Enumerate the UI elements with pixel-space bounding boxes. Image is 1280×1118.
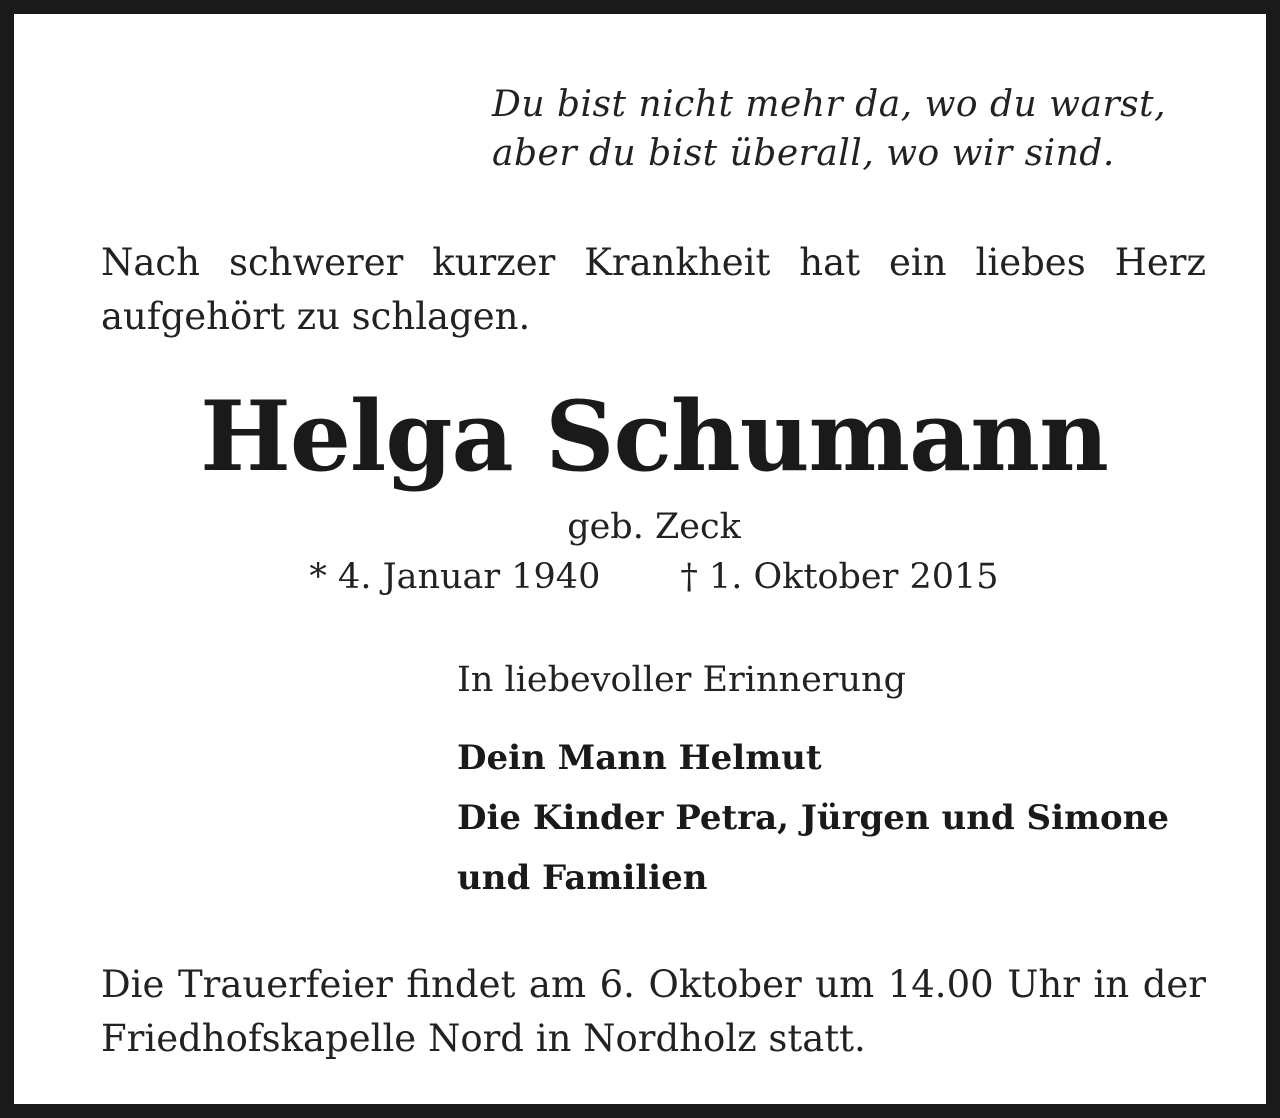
- quote-line: aber du bist überall, wo wir sind.: [492, 133, 1115, 174]
- birth-date: * 4. Januar 1940: [309, 557, 601, 597]
- death-date: † 1. Oktober 2015: [680, 557, 999, 597]
- memory-line: In liebevoller Erinnerung: [457, 660, 907, 700]
- life-dates: [14, 554, 1280, 600]
- mourners-list: [457, 728, 1169, 908]
- memorial-quote: [492, 80, 1208, 178]
- intro-text: Nach schwerer kurzer Krankheit hat ein liebes Herz aufgehört zu schlagen.: [101, 241, 1206, 338]
- mourner-line: Dein Mann Helmut: [457, 738, 822, 778]
- maiden-name: geb. Zeck: [567, 507, 741, 547]
- funeral-service-info: Die Trauerfeier findet am 6. Oktober um 14.00 Uhr in der Friedhofskapelle Nord in Nordholz statt.: [101, 963, 1206, 1060]
- quote-line: Du bist nicht mehr da, wo du warst,: [492, 84, 1167, 125]
- deceased-name: Helga Schumann: [200, 380, 1108, 493]
- mourner-line: Die Kinder Petra, Jürgen und Simone: [457, 798, 1170, 838]
- mourner-line: und Familien: [457, 858, 708, 898]
